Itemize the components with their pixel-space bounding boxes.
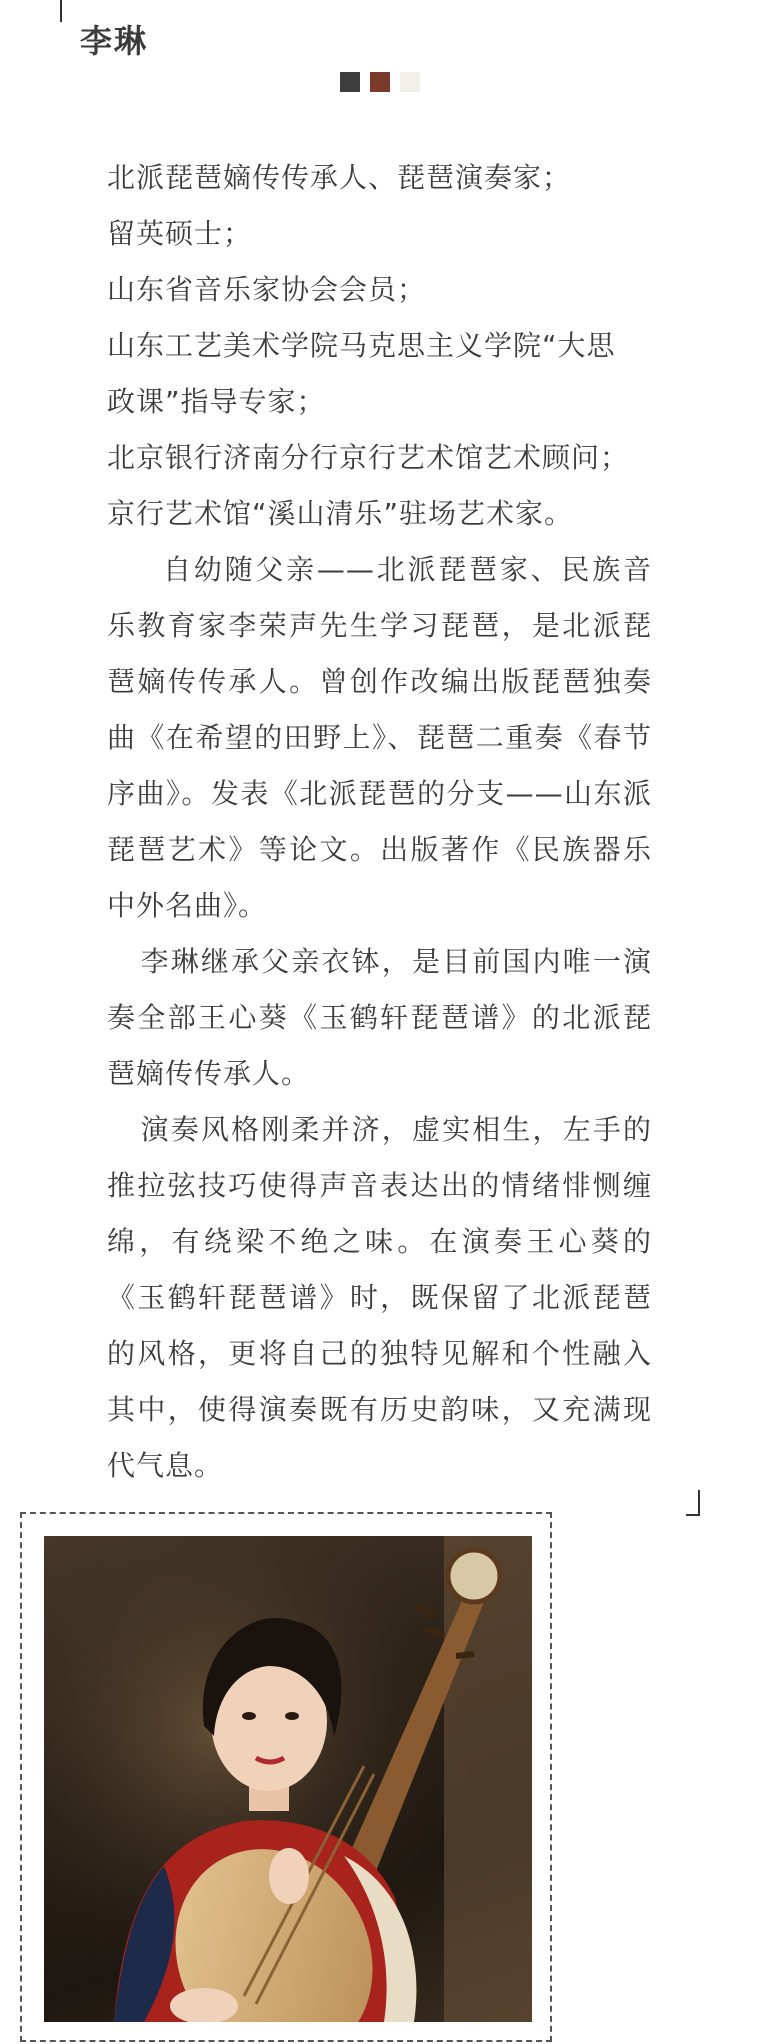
dot-dark — [340, 72, 360, 92]
bio-paragraph-2: 李琳继承父亲衣钵，是目前国内唯一演奏全部王心葵《玉鹤轩琵琶谱》的北派琵琶嫡传传承人。 — [107, 945, 652, 1090]
credential-line: 北京银行济南分行京行艺术馆艺术顾问； — [107, 441, 630, 474]
credential-line: 京行艺术馆“溪山清乐”驻场艺术家。 — [107, 497, 574, 530]
bio-paragraph-3: 演奏风格刚柔并济，虚实相生，左手的推拉弦技巧使得声音表达出的情绪悱恻缠绵，有绕梁不绝之味。在演奏王心葵的《玉鹤轩琵琶谱》时，既保留了北派琵琶的风格，更将自己的独特见解和个性融入其中，使得演奏既有历史韵味，又充满现代气息。 — [107, 1113, 652, 1482]
credential-line: 北派琵琶嫡传传承人、琵琶演奏家； — [107, 161, 572, 194]
credential-line: 政课”指导专家； — [107, 385, 326, 418]
credential-line: 山东省音乐家协会会员； — [107, 273, 427, 306]
corner-bracket-top-left — [60, 0, 62, 22]
corner-bracket-bottom-right — [686, 1490, 700, 1516]
portrait-illustration — [44, 1536, 532, 2022]
credential-line: 留英硕士； — [107, 217, 253, 250]
credential-line: 山东工艺美术学院马克思主义学院“大思 — [107, 329, 616, 362]
dot-light — [400, 72, 420, 92]
portrait-photo — [44, 1536, 532, 2022]
dot-brown — [370, 72, 390, 92]
bio-paragraph-1: 自幼随父亲——北派琵琶家、民族音乐教育家李荣声先生学习琵琶，是北派琵琶嫡传传承人。曾创作改编出版琵琶独奏曲《在希望的田野上》、琵琶二重奏《春节序曲》。发表《北派琵琶的分支——山东派琵琶艺术》等论文。出版著作《民族器乐中外名曲》。 — [107, 553, 652, 922]
decorative-dots — [340, 72, 420, 92]
page-title: 李琳 — [80, 22, 149, 60]
photo-frame — [20, 1512, 552, 2042]
bio-content — [107, 150, 652, 1494]
